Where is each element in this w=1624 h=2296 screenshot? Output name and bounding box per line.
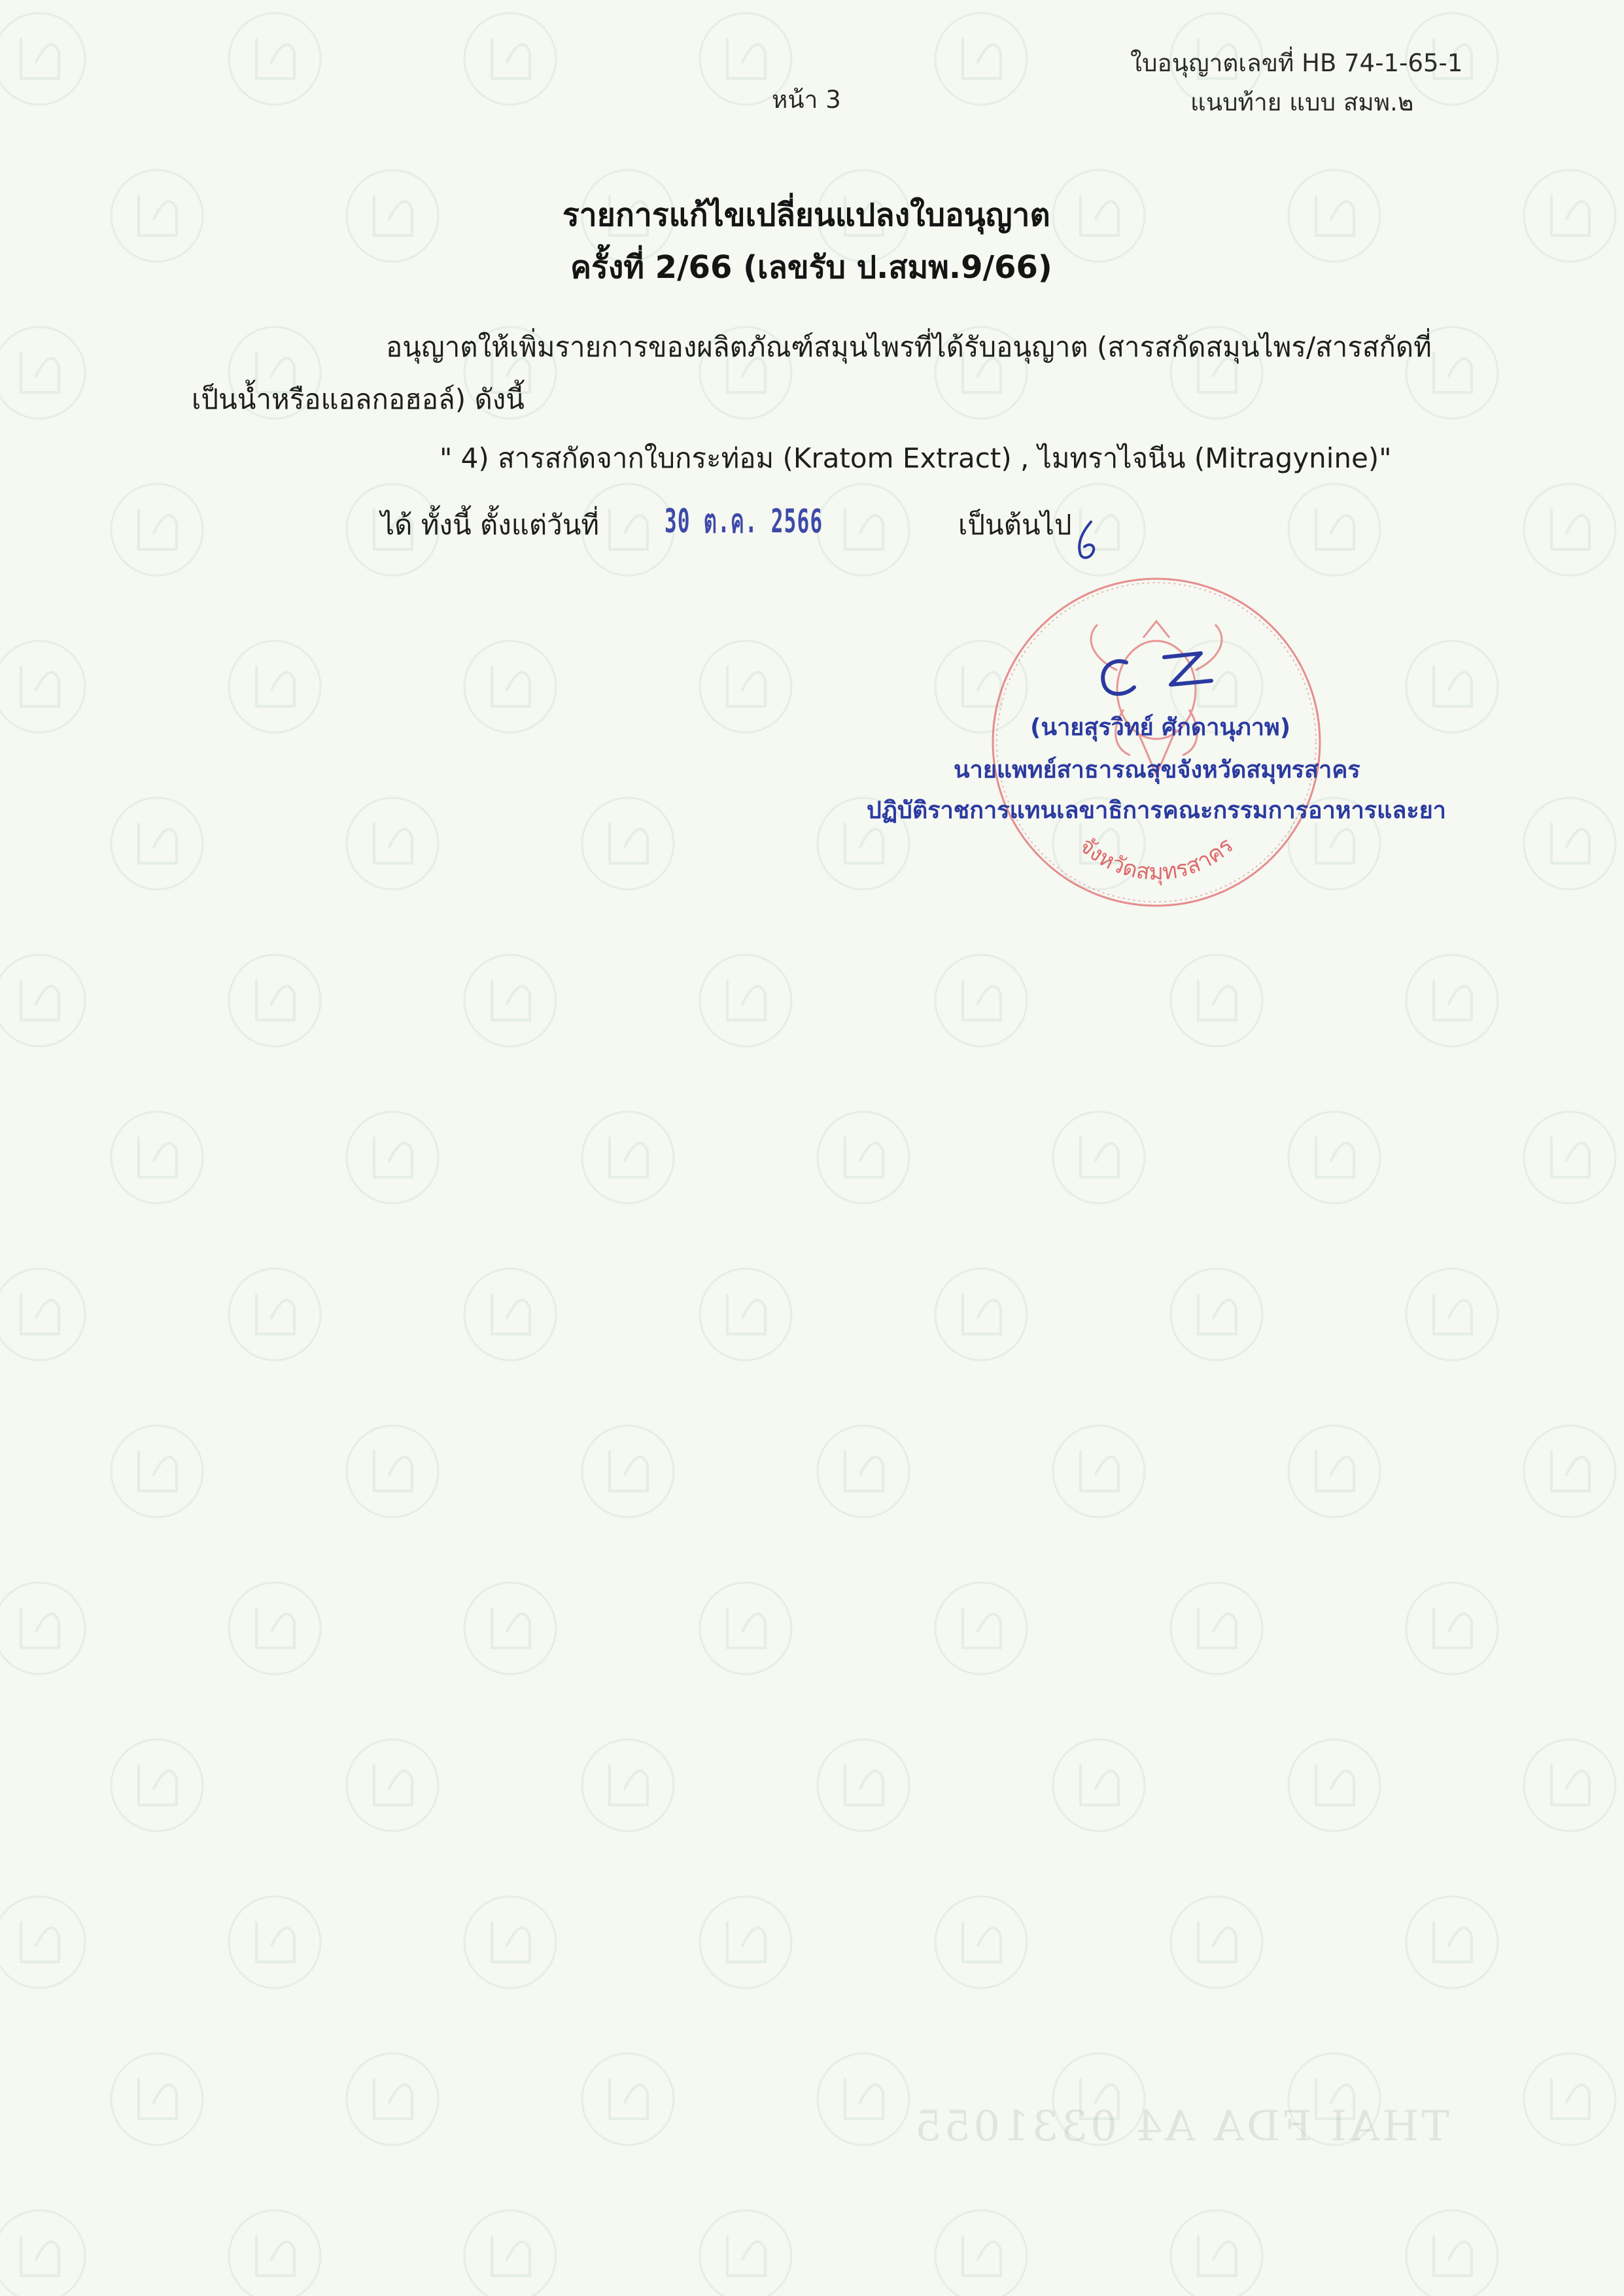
watermark-emblem	[0, 1269, 85, 1360]
watermark-emblem	[347, 170, 438, 262]
effective-date-prefix: ได้ ทั้งนี้ ตั้งแต่วันที่	[381, 509, 600, 541]
watermark-emblem	[935, 1269, 1027, 1360]
watermark-emblem	[0, 2210, 85, 2296]
signatory-name: (นายสุรวิทย์ ศักดานุภาพ)	[1030, 714, 1291, 741]
watermark-emblem	[1053, 1112, 1145, 1203]
watermark-emblem	[1524, 798, 1615, 889]
page-number: หน้า 3	[772, 86, 841, 114]
watermark-emblem	[1524, 484, 1615, 575]
watermark-emblem	[1524, 1739, 1615, 1831]
permission-paragraph-line2: เป็นน้ำหรือแอลกอฮอล์) ดังนี้	[192, 383, 525, 415]
license-number: ใบอนุญาตเลขที่ HB 74-1-65-1	[1130, 49, 1463, 77]
watermark-emblem	[1406, 1896, 1498, 1988]
signatory-position: นายแพทย์สาธารณสุขจังหวัดสมุทรสาคร	[954, 757, 1360, 783]
paper-serial-watermark: THAI FDA A4 0331055	[912, 2102, 1449, 2151]
watermark-emblem	[229, 2210, 320, 2296]
watermark-emblem	[0, 327, 85, 419]
watermark-emblem	[818, 2053, 909, 2145]
watermark-emblem	[1171, 1896, 1262, 1988]
watermark-emblem	[1171, 2210, 1262, 2296]
signatory-acting-for: ปฏิบัติราชการแทนเลขาธิการคณะกรรมการอาหารและยา	[867, 797, 1447, 824]
watermark-emblem	[464, 1896, 556, 1988]
watermark-emblem	[464, 955, 556, 1046]
watermark-emblem	[582, 1112, 674, 1203]
watermark-emblem	[818, 1112, 909, 1203]
product-item: " 4) สารสกัดจากใบกระท่อม (Kratom Extract) , ไมทราไจนีน (Mitragynine)"	[440, 442, 1392, 474]
watermark-emblem	[111, 1426, 203, 1517]
watermark-emblem	[582, 2053, 674, 2145]
watermark-emblem	[700, 1896, 791, 1988]
watermark-emblem	[818, 484, 909, 575]
watermark-emblem	[111, 798, 203, 889]
watermark-emblem	[582, 1426, 674, 1517]
watermark-emblem	[700, 1269, 791, 1360]
watermark-emblem	[1053, 1739, 1145, 1831]
watermark-emblem	[229, 1583, 320, 1674]
watermark-emblem	[582, 798, 674, 889]
watermark-emblem	[111, 1739, 203, 1831]
watermark-emblem	[935, 1583, 1027, 1674]
watermark-emblem	[1288, 1112, 1380, 1203]
watermark-emblem	[1406, 1583, 1498, 1674]
watermark-emblem	[1524, 1426, 1615, 1517]
watermark-emblem	[111, 170, 203, 262]
watermark-emblem	[347, 1739, 438, 1831]
watermark-emblem	[1053, 170, 1145, 262]
watermark-emblem	[347, 1112, 438, 1203]
watermark-emblem	[700, 641, 791, 732]
watermark-emblem	[1288, 1739, 1380, 1831]
watermark-emblem	[0, 955, 85, 1046]
watermark-emblem	[1288, 170, 1380, 262]
watermark-emblem	[582, 1739, 674, 1831]
watermark-emblem	[111, 2053, 203, 2145]
watermark-emblem	[111, 484, 203, 575]
watermark-emblem	[0, 1583, 85, 1674]
watermark-emblem	[818, 1426, 909, 1517]
watermark-emblem	[347, 1426, 438, 1517]
watermark-emblem	[1171, 1583, 1262, 1674]
watermark-emblem	[935, 2210, 1027, 2296]
official-seal	[973, 559, 1339, 925]
watermark-emblem	[464, 13, 556, 105]
document-title: รายการแก้ไขเปลี่ยนแปลงใบอนุญาต	[562, 197, 1050, 233]
watermark-emblem	[1171, 955, 1262, 1046]
watermark-emblem	[464, 2210, 556, 2296]
watermark-emblem	[0, 1896, 85, 1988]
watermark-emblem	[464, 1583, 556, 1674]
watermark-emblem	[229, 955, 320, 1046]
watermark-emblem	[1171, 1269, 1262, 1360]
watermark-emblem	[700, 2210, 791, 2296]
amendment-number: ครั้งที่ 2/66 (เลขรับ ป.สมพ.9/66)	[570, 249, 1052, 286]
attachment-form-label: แนบท้าย แบบ สมพ.๒	[1190, 88, 1414, 116]
watermark-emblem	[1524, 1112, 1615, 1203]
watermark-emblem	[700, 955, 791, 1046]
watermark-emblem	[347, 798, 438, 889]
watermark-emblem	[229, 13, 320, 105]
watermark-emblem	[1406, 641, 1498, 732]
watermark-emblem	[935, 955, 1027, 1046]
watermark-emblem	[935, 1896, 1027, 1988]
handwritten-signature	[1086, 644, 1236, 706]
watermark-emblem	[229, 1896, 320, 1988]
watermark-emblem	[1524, 170, 1615, 262]
watermark-emblem	[818, 1739, 909, 1831]
watermark-emblem	[347, 2053, 438, 2145]
watermark-emblem	[1406, 2210, 1498, 2296]
watermark-emblem	[111, 1112, 203, 1203]
watermark-emblem	[1288, 1426, 1380, 1517]
date-stamp: 30 ต.ค. 2566	[665, 502, 823, 540]
seal-text: จังหวัดสมุทรสาคร	[1074, 832, 1239, 886]
watermark-emblem	[1053, 1426, 1145, 1517]
watermark-emblem	[1406, 1269, 1498, 1360]
watermark-emblem	[229, 1269, 320, 1360]
watermark-emblem	[229, 641, 320, 732]
watermark-emblem	[464, 1269, 556, 1360]
watermark-emblem	[0, 641, 85, 732]
watermark-emblem	[464, 641, 556, 732]
initials-mark	[1071, 517, 1103, 562]
watermark-emblem	[1406, 955, 1498, 1046]
effective-date-suffix: เป็นต้นไป	[958, 509, 1072, 541]
watermark-emblem	[700, 1583, 791, 1674]
permission-paragraph-line1: อนุญาตให้เพิ่มรายการของผลิตภัณฑ์สมุนไพรที่ได้รับอนุญาต (สารสกัดสมุนไพร/สารสกัดที่	[386, 331, 1432, 363]
watermark-emblem	[935, 13, 1027, 105]
watermark-emblem	[1524, 2053, 1615, 2145]
watermark-emblem	[0, 13, 85, 105]
